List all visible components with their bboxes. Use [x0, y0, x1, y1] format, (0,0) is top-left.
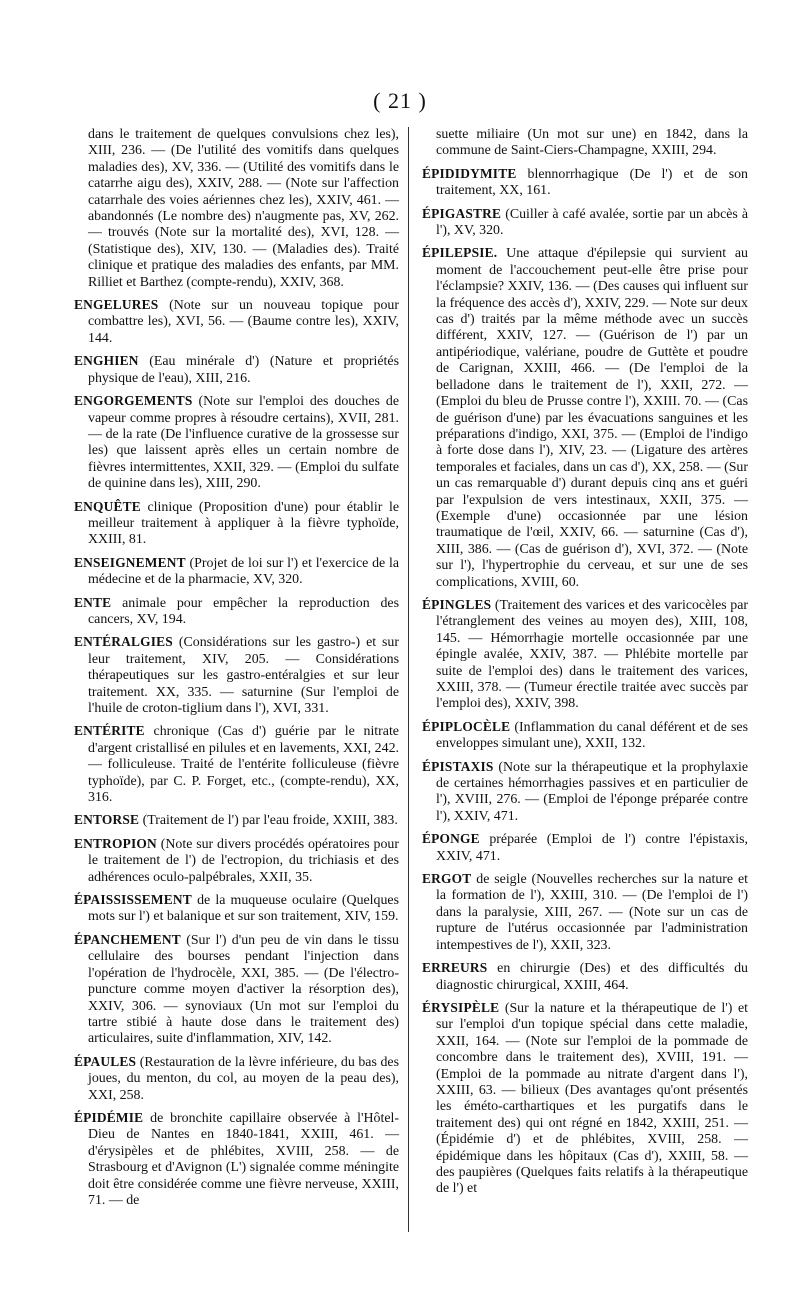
- entry-headword: ÉPIDÉMIE: [74, 1109, 144, 1125]
- entry-text: (Sur la nature et la thérapeutique de l') et sur l'emploi d'un topique spécial dans cette maladie, XXII, 164. — (Note sur l'emploi de la pommade de concombre dans le traitement des), XVIII, 191. — (Emploi de la pommade au nitrate d'argent dans l'), XXIII, 63. — bilieux (Des avantages qu'ont présentés les éméto-carthartiques et les purgatifs dans le traitement des) qui ont régné en 1842, XXIII, 251. — (Épidémie d') et de phlébites, XVIII, 258. — épidémique dans les hôpitaux (Cas d'), XXIII, 58. — des paupières (Quelques faits relatifs à la thérapeutique de l') et: [436, 1000, 748, 1197]
- entry-text: (Sur l') d'un peu de vin dans le tissu cellulaire des bourses pendant l'injection dans l'opération de l'hydrocèle, XXI, 385. — (De l'électro-puncture comme moyen d'activer la résorption des), XXIV, 306. — synoviaux (Un mot sur l'emploi du tartre stibié à haute dose dans le traitement des) articulaires, suite d'inflammation, XIV, 142.: [88, 932, 399, 1047]
- entry-text: chronique (Cas d') guérie par le nitrate d'argent cristallisé en pilules et en lavements, XXI, 242. — folliculeuse. Traité de l'entérite folliculeuse (fièvre typhoïde), par C. P. Forget, etc., (compte-rendu), XX, 316.: [88, 724, 399, 806]
- index-entry: [422, 719, 748, 753]
- index-entry: [422, 960, 748, 994]
- entry-headword: ÉPIPLOCÈLE: [422, 718, 511, 734]
- entry-text: (Traitement de l') par l'eau froide, XXIII, 383.: [142, 813, 398, 829]
- entry-headword: ENGHIEN: [74, 353, 139, 369]
- entry-text: (Considérations sur les gastro-) et sur leur traitement, XIV, 205. — Considérations thérapeutiques sur les gastro-entéralgies et sur leur traitement. XX, 335. — saturnine (Sur l'emploi de l'huile de croton-tiglium dans l'), XVI, 331.: [88, 635, 399, 716]
- left-column: [74, 127, 399, 1215]
- index-entry: [422, 206, 748, 240]
- entry-text: (Projet de loi sur l') et l'exercice de la médecine et de la pharmacie, XV, 320.: [88, 555, 399, 588]
- entry-headword: ENTÉRALGIES: [74, 634, 173, 650]
- index-entry: [74, 723, 399, 806]
- entry-text: (Inflammation du canal déférent et de ses enveloppes simulant une), XXII, 132.: [436, 719, 748, 752]
- index-entry: [74, 892, 399, 926]
- entry-text: de seigle (Nouvelles recherches sur la nature et la formation de l'), XXIII, 310. — (De l'emploi de l') dans la paralysie, XIII, 267. — (Note sur un cas de rupture de l'utérus occasionnée par l'administration intempestives de l'), XXII, 323.: [436, 872, 748, 953]
- column-divider: [408, 127, 409, 1232]
- index-entry: [74, 634, 399, 717]
- index-entry: [422, 127, 748, 160]
- entry-headword: ÉPILEPSIE.: [422, 245, 498, 261]
- index-entry: [74, 555, 399, 589]
- entry-headword: ENGELURES: [74, 297, 159, 313]
- index-entry: [74, 297, 399, 347]
- index-entry: [422, 831, 748, 865]
- index-entry: [74, 353, 399, 387]
- index-entry: [74, 1110, 399, 1209]
- index-entry: [422, 871, 748, 954]
- entry-headword: ÉPAULES: [74, 1053, 137, 1069]
- entry-headword: ERGOT: [422, 871, 472, 887]
- entry-text: suette miliaire (Un mot sur une) en 1842, dans la commune de Saint-Ciers-Champagne, XXIII, 294.: [436, 127, 748, 159]
- index-entry: [74, 499, 399, 549]
- index-entry: [422, 245, 748, 591]
- index-entry: [422, 1000, 748, 1198]
- index-entry: [422, 597, 748, 713]
- entry-headword: ÉRYSIPÈLE: [422, 999, 500, 1015]
- entry-headword: ENTORSE: [74, 812, 140, 828]
- entry-headword: ENTÉRITE: [74, 723, 145, 739]
- entry-headword: ENTROPION: [74, 835, 157, 851]
- index-entry: [74, 393, 399, 492]
- entry-text: (Cuiller à café avalée, sortie par un abcès à l'), XV, 320.: [436, 206, 748, 239]
- index-entry: [74, 127, 399, 291]
- entry-headword: ÉPONGE: [422, 831, 480, 847]
- entry-headword: ÉPISTAXIS: [422, 758, 494, 774]
- entry-text: en chirurgie (Des) et des difficultés du diagnostic chirurgical, XXIII, 464.: [436, 961, 748, 993]
- index-entry: [74, 595, 399, 629]
- index-entry: [422, 759, 748, 826]
- entry-text: (Note sur divers procédés opératoires pour le traitement de l') de l'ectropion, du trichiasis et des adhérences oculo-palpébrales, XXII, 35.: [88, 836, 399, 885]
- entry-headword: ÉPIDIDYMITE: [422, 165, 517, 181]
- entry-headword: ENSEIGNEMENT: [74, 554, 186, 570]
- entry-headword: ÉPANCHEMENT: [74, 931, 181, 947]
- right-column: [422, 127, 748, 1204]
- index-entry: [74, 1054, 399, 1104]
- entry-text: blennorrhagique (De l') et de son traitement, XX, 161.: [436, 166, 748, 199]
- entry-text: (Traitement des varices et des varicocèles par l'étranglement des veines au moyen des), XIII, 108, 145. — Hémorrhagie mortelle occasionnée par une épingle avalée, XXIV, 387. — Phlébite mortelle par suite de l'emploi des) dans le traitement des varices, XXIII, 378. — (Tumeur érectile traitée avec succès par l'emploi des), XXIV, 398.: [436, 597, 748, 712]
- entry-headword: ÉPAISSISSEMENT: [74, 892, 192, 908]
- entry-headword: ENTE: [74, 594, 112, 610]
- index-entry: [74, 812, 399, 829]
- entry-text: (Restauration de la lèvre inférieure, du bas des joues, du menton, du col, au moyen de la peau des), XXI, 258.: [88, 1054, 399, 1103]
- entry-text: clinique (Proposition d'une) pour établir le meilleur traitement à appliquer à la fièvre typhoïde, XXIII, 81.: [88, 499, 400, 548]
- entry-text: de bronchite capillaire observée à l'Hôtel-Dieu de Nantes en 1840-1841, XXIII, 461. — d'érysipèles et de phlébites, XVIII, 258. — de Strasbourg et d'Avignon (L') signalée comme méningite doit être considérée comme une fièvre nerveuse, XXIII, 71. — de: [88, 1110, 399, 1208]
- entry-text: (Note sur l'emploi des douches de vapeur comme propres à résoudre certains), XVII, 281. — de la rate (De l'influence curative de la grossesse sur les) que laissent après elles un certain nombre de fièvres intermittentes, XXII, 329. — (Emploi du sulfate de quinine dans les), XIII, 290.: [88, 394, 399, 492]
- entry-headword: ÉPINGLES: [422, 596, 492, 612]
- entry-headword: ÉPIGASTRE: [422, 205, 502, 221]
- page-number: ( 21 ): [373, 88, 427, 113]
- index-entry: [74, 836, 399, 886]
- entry-headword: ENGORGEMENTS: [74, 393, 193, 409]
- entry-text: préparée (Emploi de l') contre l'épistaxis, XXIV, 471.: [436, 832, 748, 864]
- entry-headword: ERREURS: [422, 960, 488, 976]
- index-entry: [74, 932, 399, 1048]
- entry-headword: ENQUÊTE: [74, 498, 141, 514]
- entry-text: (Note sur un nouveau topique pour combattre les), XVI, 56. — (Baume contre les), XXIV, 144.: [88, 298, 399, 346]
- entry-text: Une attaque d'épilepsie qui survient au moment de l'accouchement peut-elle être prise pour l'éclampsie? XXIV, 136. — (Des causes qui influent sur la fréquence des accès d'), XXIV, 229. — Note sur deux cas d') traités par la même méthode avec un succès différent, XXIV, 127. — (Guérison de l') par un antipériodique, valériane, poudre de Guttète et poudre de Carignan, XXIII, 466. — (De l'emploi de la belladone dans le traitement de l'), XXII, 272. — (Emploi du bleu de Prusse contre l'), XXIII. 70. — (Cas de guérison d'une) par les évacuations sanguines et les préparations d'indigo, XXI, 375. — (Emploi de l'indigo à forte dose dans l'), XIV, 23. — (Ligature des artères temporales et faciales, dans un cas d'), XX, 258. — (Sur un cas remarquable d') durant depuis cinq ans et guéri par l'expulsion de vers intestinaux, XXII, 375. — (Exemple d'une) occasionnée par une lésion traumatique de l'œil, XXIV, 66. — saturnine (Cas d'), XIII, 386. — (Cas de guérison d'), XVI, 372. — (Note sur l'), l'hypertrophie du cerveau, et sur une de ses complications, XVIII, 60.: [436, 246, 748, 590]
- entry-text: (Note sur la thérapeutique et la prophylaxie de certaines hémorrhagies passives et en particulier de l'), XVIII, 276. — (Emploi de l'éponge préparée contre l'), XXIV, 471.: [436, 759, 748, 824]
- entry-text: (Eau minérale d') (Nature et propriétés physique de l'eau), XIII, 216.: [88, 354, 399, 386]
- entry-text: de la muqueuse oculaire (Quelques mots sur l') et balanique et sur son traitement, XIV, 159.: [88, 893, 399, 925]
- entry-text: animale pour empêcher la reproduction des cancers, XV, 194.: [88, 595, 399, 627]
- index-entry: [422, 166, 748, 200]
- entry-text: dans le traitement de quelques convulsions chez les), XIII, 236. — (De l'utilité des vomitifs dans quelques maladies des), XV, 336. — (Utilité des vomitifs dans le catarrhe aigu des), XXIV, 288. — (Note sur l'affection catarrhale des voies aériennes chez les), XXIV, 461. — abandonnés (Le nombre des) n'augmente pas, XV, 262. — trouvés (Note sur la mortalité des), XVI, 128. — (Statistique des), XIV, 130. — (Maladies des). Traité clinique et pratique des maladies des enfants, par MM. Rilliet et Barthez (compte-rendu), XXIV, 368.: [88, 127, 399, 290]
